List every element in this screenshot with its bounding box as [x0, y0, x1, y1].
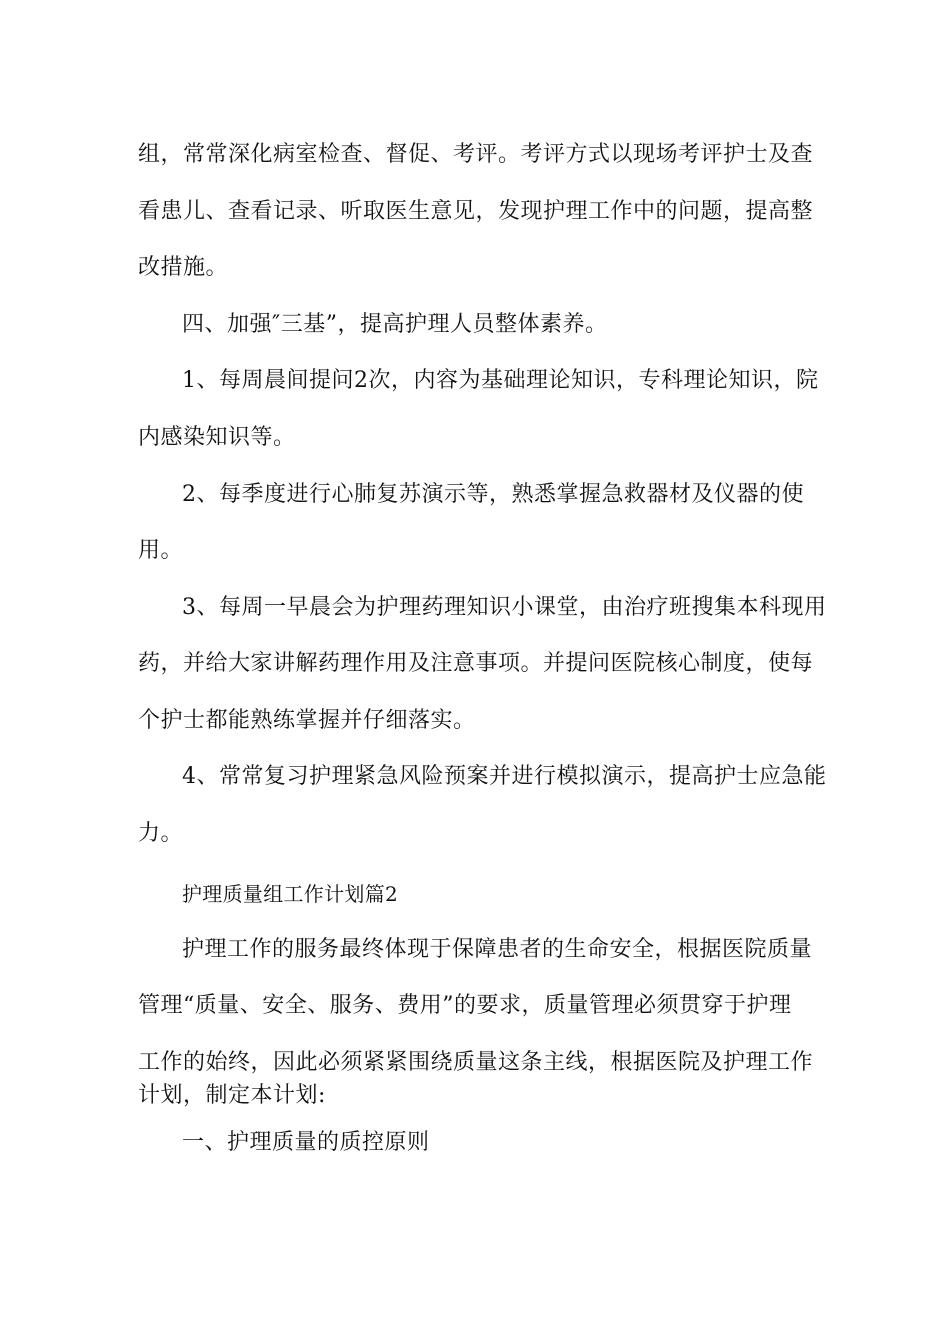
article-title: 护理质量组工作计划篇2 — [182, 882, 399, 906]
section-heading: 四、加强″三基”，提高护理人员整体素养。 — [182, 312, 608, 337]
paragraph-line: 改措施。 — [138, 255, 229, 280]
paragraph-line: 个护士都能熟练掌握并仔细落实。 — [138, 708, 476, 733]
paragraph-line: 看患儿、查看记录、听取医生意见，发现护理工作中的问题，提高整 — [138, 199, 814, 224]
paragraph-line: 4、常常复习护理紧急风险预案并进行模拟演示，提高护士应急能 — [182, 764, 827, 789]
paragraph-line: 护理工作的服务最终体现于保障患者的生命安全，根据医院质量 — [182, 937, 813, 962]
paragraph-line: 计划，制定本计划: — [138, 1083, 326, 1108]
section-heading: 一、护理质量的质控原则 — [182, 1130, 430, 1155]
paragraph-line: 药，并给大家讲解药理作用及注意事项。并提问医院核心制度，使每 — [138, 651, 814, 676]
paragraph-line: 管理“质量、安全、服务、费用”的要求，质量管理必须贯穿于护理 — [138, 993, 792, 1018]
paragraph-line: 3、每周一早晨会为护理药理知识小课堂，由治疗班搜集本科现用 — [182, 595, 827, 620]
paragraph-line: 组，常常深化病室检查、督促、考评。考评方式以现场考评护士及查 — [138, 142, 814, 167]
paragraph-line: 工作的始终，因此必须紧紧围绕质量这条主线，根据医院及护理工作 — [138, 1050, 814, 1075]
paragraph-line: 内感染知识等。 — [138, 425, 296, 450]
paragraph-line: 1、每周晨间提问2次，内容为基础理论知识，专科理论知识，院 — [182, 368, 819, 393]
paragraph-line: 2、每季度进行心肺复苏演示等，熟悉掌握急救器材及仪器的使 — [182, 482, 804, 507]
paragraph-line: 力。 — [138, 821, 184, 846]
paragraph-line: 用。 — [138, 538, 184, 563]
